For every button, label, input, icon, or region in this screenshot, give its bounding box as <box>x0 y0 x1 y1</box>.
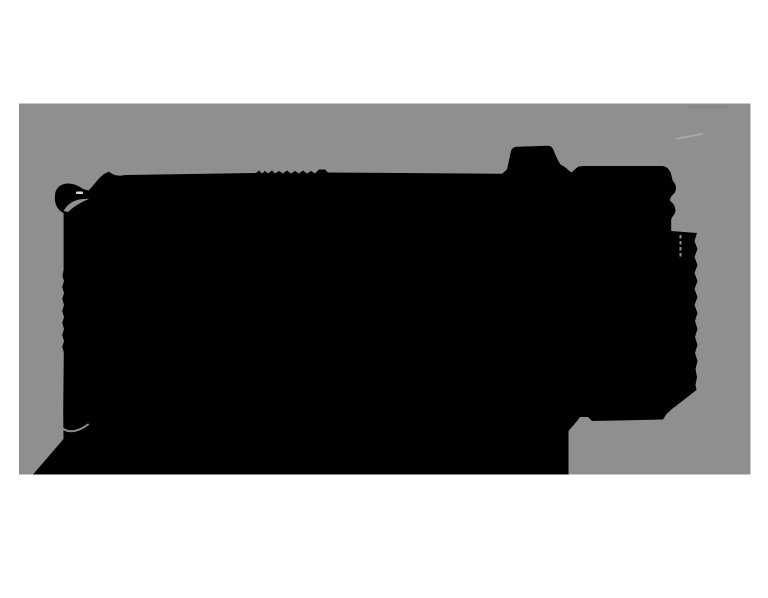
photo-artifact-dark-streak <box>688 106 728 108</box>
strap-lug-highlight <box>76 192 83 195</box>
dial-knurling-dash <box>680 247 682 251</box>
dial-knurling-dash <box>680 235 682 239</box>
dial-knurling-dash <box>680 253 682 257</box>
dial-knurling-dash <box>680 241 682 245</box>
